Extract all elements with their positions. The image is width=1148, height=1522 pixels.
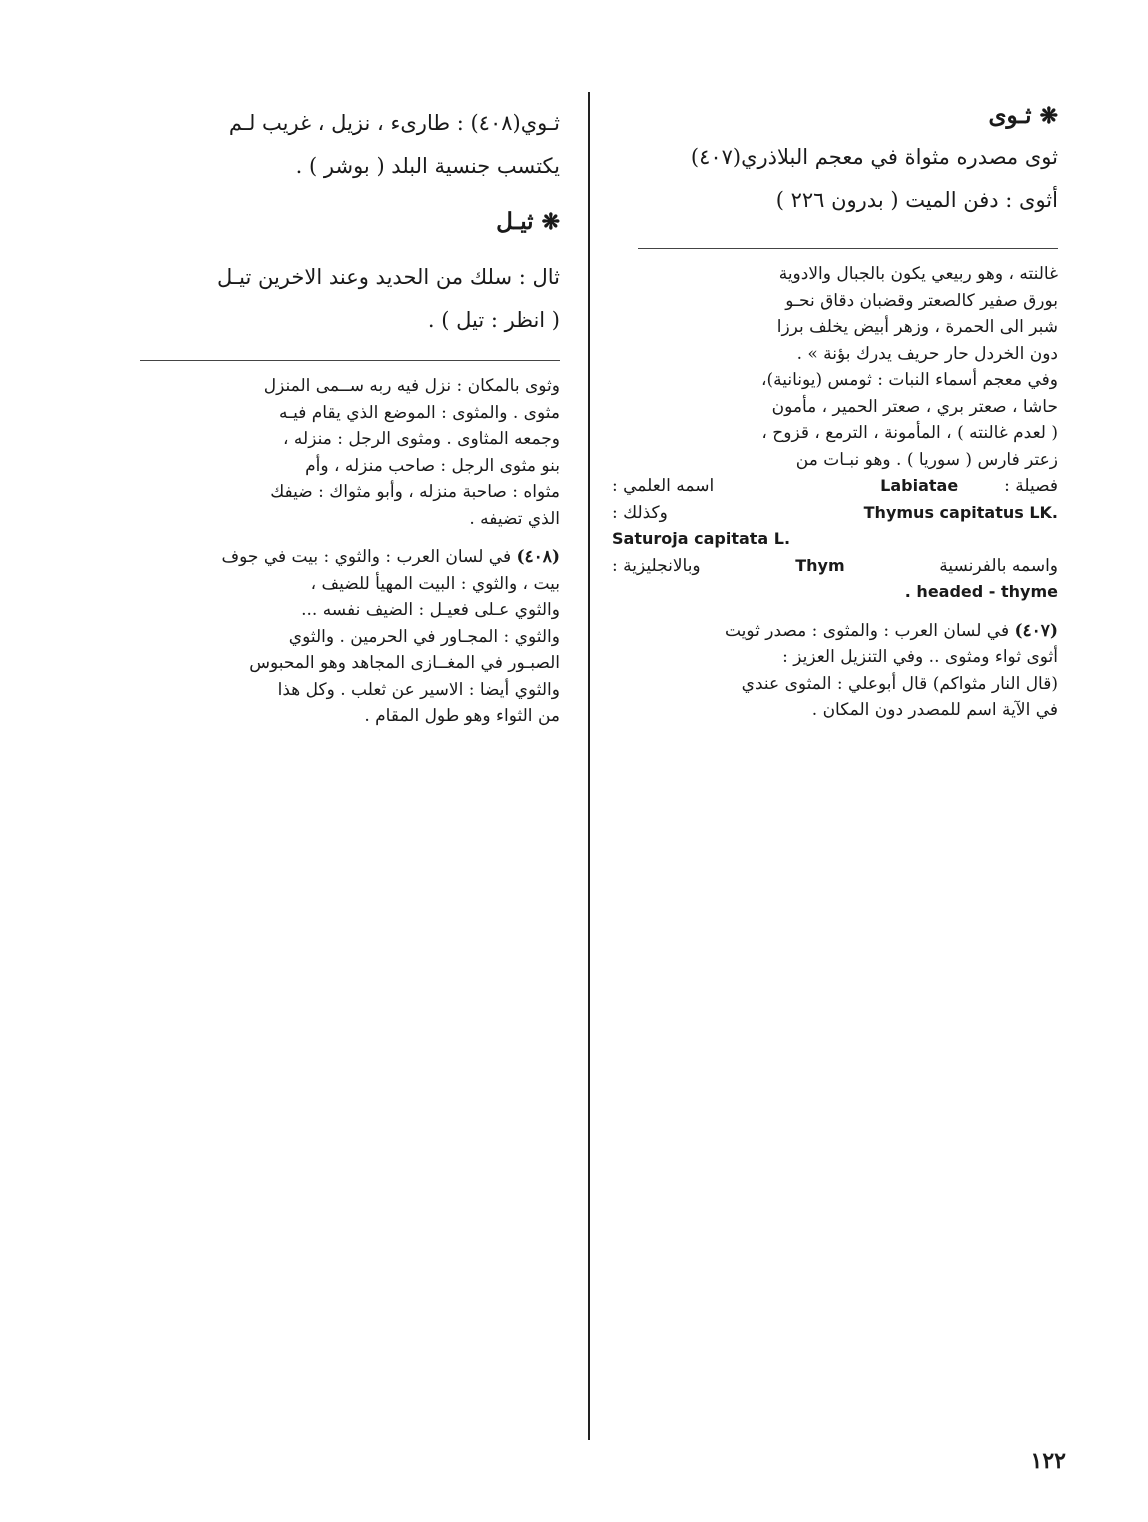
footnote-line: بيت ، والثوي : البيت المهيأ للضيف ، — [310, 573, 560, 594]
entry-body — [612, 136, 1058, 222]
entry-thawi — [108, 102, 560, 188]
footnote-line: الذي تضيفه . — [469, 508, 560, 529]
asterisk-icon: ❋ — [1039, 103, 1058, 129]
scientific-name-row — [612, 500, 1058, 527]
footnote-line: وفي معجم أسماء النبات : ثومس (يونانية)، — [760, 370, 1058, 390]
entry-body — [108, 256, 560, 342]
entry-headword-thawa — [612, 96, 1058, 136]
footnote-line: الصبـور في المغــازى المجاهد وهو المحبوس — [249, 653, 560, 673]
entry-line: ثوى مصدره مثواة في معجم البلاذري(٤٠٧) — [690, 145, 1058, 169]
footnote-line — [612, 618, 1058, 645]
footnote-divider — [140, 360, 560, 361]
synonym-row — [612, 526, 1058, 553]
scientific-name-label: اسمه العلمي : — [612, 476, 715, 496]
footnote-line: بورق صفير كالصعتر وقضبان دقاق نحـو — [785, 290, 1058, 311]
footnote-line: والثوي : المجـاور في الحرمين . والثوي — [288, 626, 560, 647]
footnote-text: في لسان العرب : والمثوى : مصدر ثويت — [724, 620, 1010, 641]
footnote-line: شبر الى الحمرة ، وزهر أبيض يخلف برزا — [776, 317, 1058, 337]
footnote-line: والثوي عـلى فعيـل : الضيف نفسه ... — [301, 600, 560, 620]
footnote-408 — [108, 544, 560, 730]
footnote-line: وثوى بالمكان : نزل فيه ربه ســمى المنزل — [263, 376, 560, 396]
french-label: واسمه بالفرنسية — [939, 555, 1058, 576]
english-row — [612, 579, 1058, 606]
entry-headword-thil — [108, 202, 560, 242]
page-number: ١٢٢ — [1030, 1448, 1066, 1474]
right-column — [612, 96, 1058, 724]
english-name: . headed - thyme — [904, 582, 1058, 601]
footnote-line: دون الخردل حار حريف يدرك بؤنة » . — [796, 343, 1058, 364]
footnote-line: بنو مثوى الرجل : صاحب منزله ، وأم — [305, 455, 560, 476]
french-name: Thym — [795, 555, 845, 575]
footnote-text: في لسان العرب : والثوي : بيت في جوف — [221, 547, 512, 567]
footnote-continuation — [108, 373, 560, 730]
vernacular-row — [612, 553, 1058, 580]
footnote-line: حاشا ، صعتر بري ، صعتر الحمير ، مأمون — [771, 396, 1058, 417]
footnote-line: (قال النار مثواكم) قال أبوعلي : المثوى عندي — [741, 673, 1058, 694]
family-latin: Labiatae — [880, 476, 959, 495]
headword-text: ثيـل — [496, 208, 534, 235]
entry-line: ( انظر : تيل ) . — [427, 308, 560, 332]
footnote-number: (٤٠٧) — [1014, 620, 1058, 641]
family-label: فصيلة : — [1004, 476, 1058, 496]
entry-line: أثوى : دفن الميت ( بدرون ٢٢٦ ) — [775, 188, 1058, 212]
footnote-line: ( لعدم غالنته ) ، المأمونة ، الترمع ، قزوح ، — [761, 423, 1058, 443]
footnote-line: مثواه : صاحبة منزله ، وأبو مثواك : ضيفك — [270, 482, 560, 502]
footnote-line: وجمعه المثاوى . ومثوى الرجل : منزله ، — [283, 429, 560, 449]
asterisk-icon: ❋ — [541, 209, 560, 235]
footnote-line: أثوى ثواء ومثوى .. وفي التنزيل العزيز : — [782, 647, 1058, 667]
footnote-number: (٤٠٨) — [516, 547, 560, 567]
scientific-name-latin: Thymus capitatus LK. — [863, 502, 1058, 522]
left-column — [108, 96, 560, 730]
entry-line: ثـوي(٤٠٨) : طارىء ، نزيل ، غريب لـم — [228, 111, 560, 135]
footnote-line — [108, 544, 560, 571]
footnote-line: من الثواء وهو طول المقام . — [364, 706, 560, 726]
also-label: وكذلك : — [612, 502, 668, 523]
footnote-line: غالنته ، وهو ربيعي يكون بالجبال والادوية — [778, 264, 1058, 284]
english-label: وبالانجليزية : — [612, 555, 701, 576]
footnote-continuation — [612, 261, 1058, 724]
footnote-line: في الآية اسم للمصدر دون المكان . — [811, 700, 1058, 720]
footnote-line: مثوى . والمثوى : الموضع الذي يقام فيـه — [279, 402, 560, 423]
footnote-line: والثوي أيضا : الاسير عن ثعلب . وكل هذا — [277, 679, 560, 700]
column-divider — [588, 92, 590, 1440]
synonym-latin: Saturoja capitata L. — [612, 529, 791, 548]
family-row — [612, 473, 1058, 500]
entry-line: ثال : سلك من الحديد وعند الاخرين تيـل — [217, 265, 560, 289]
headword-text: ثـوى — [988, 102, 1032, 129]
footnote-407 — [612, 618, 1058, 724]
footnote-divider — [638, 248, 1058, 249]
footnote-line: زعتر فارس ( سوريا ) . وهو نبـات من — [795, 449, 1058, 470]
entry-line: يكتسب جنسية البلد ( بوشر ) . — [295, 154, 560, 178]
